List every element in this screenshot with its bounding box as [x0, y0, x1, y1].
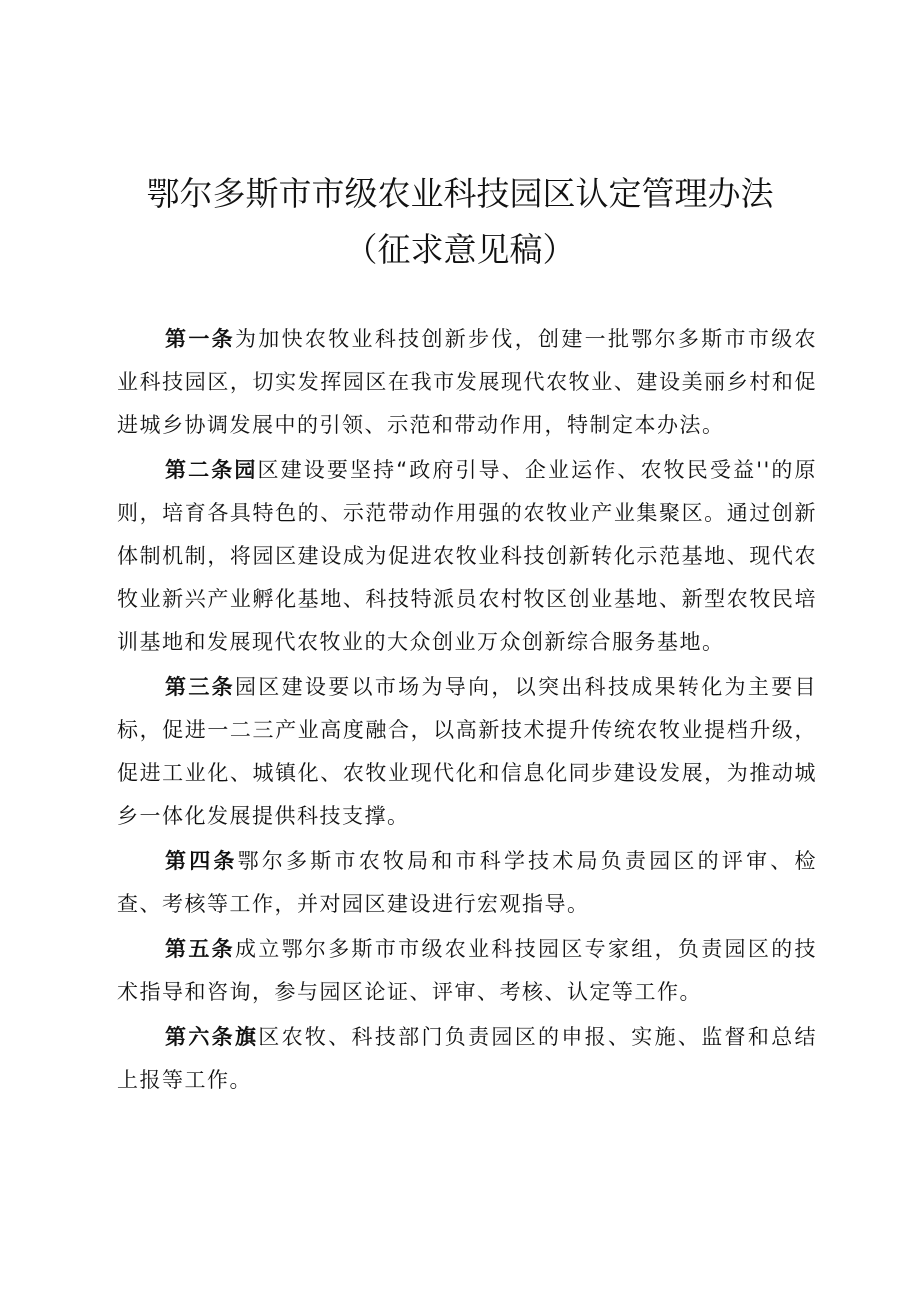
article-text: 园区建设要以市场为导向，以突出科技成果转化为主要目标，促进一二三产业高度融合，以高新技术提升传统农牧业提档升级，促进工业化、城镇化、农牧业现代化和信息化同步建设发展，为推动城乡一体化发展提供科技支撑。: [117, 675, 818, 828]
article-3: [117, 666, 817, 838]
article-text: 为加快农牧业科技创新步伐，创建一批鄂尔多斯市市级农业科技园区，切实发挥园区在我市发展现代农牧业、建设美丽乡村和促进城乡协调发展中的引领、示范和带动作用，特制定本办法。: [117, 327, 818, 437]
article-5: [117, 928, 817, 1014]
title-line-main: 鄂尔多斯市市级农业科技园区认定管理办法: [146, 174, 774, 213]
article-text: 区建设要坚持“政府引导、企业运作、农牧民受益''的原则，培育各具特色的、示范带动作用强的农牧业产业集聚区。通过创新体制机制，将园区建设成为促进农牧业科技创新转化示范基地、现代农牧业新兴产业孵化基地、科技特派员农村牧区创业基地、新型农牧民培训基地和发展现代农牧业的大众创业万众创新综合服务基地。: [117, 458, 817, 654]
article-heading: 第二条园: [165, 458, 258, 482]
document-title: [0, 166, 920, 278]
article-2: [117, 449, 817, 664]
article-4: [117, 840, 817, 926]
document-body: [117, 318, 817, 1104]
article-text: 鄂尔多斯市农牧局和市科学技术局负责园区的评审、检查、考核等工作，并对园区建设进行宏观指导。: [117, 849, 818, 916]
article-heading: 第六条旗: [165, 1025, 259, 1049]
article-text: 区农牧、科技部门负责园区的申报、实施、监督和总结上报等工作。: [117, 1025, 818, 1092]
article-text: 成立鄂尔多斯市市级农业科技园区专家组，负责园区的技术指导和咨询，参与园区论证、评审、考核、认定等工作。: [117, 937, 818, 1004]
article-heading: 第五条: [165, 937, 235, 961]
article-heading: 第四条: [165, 849, 238, 873]
article-heading: 第三条: [165, 675, 235, 699]
article-1: [117, 318, 817, 447]
article-6: [117, 1016, 817, 1102]
title-line-subtitle: （征求意见稿）: [344, 230, 576, 269]
article-heading: 第一条: [165, 327, 235, 351]
